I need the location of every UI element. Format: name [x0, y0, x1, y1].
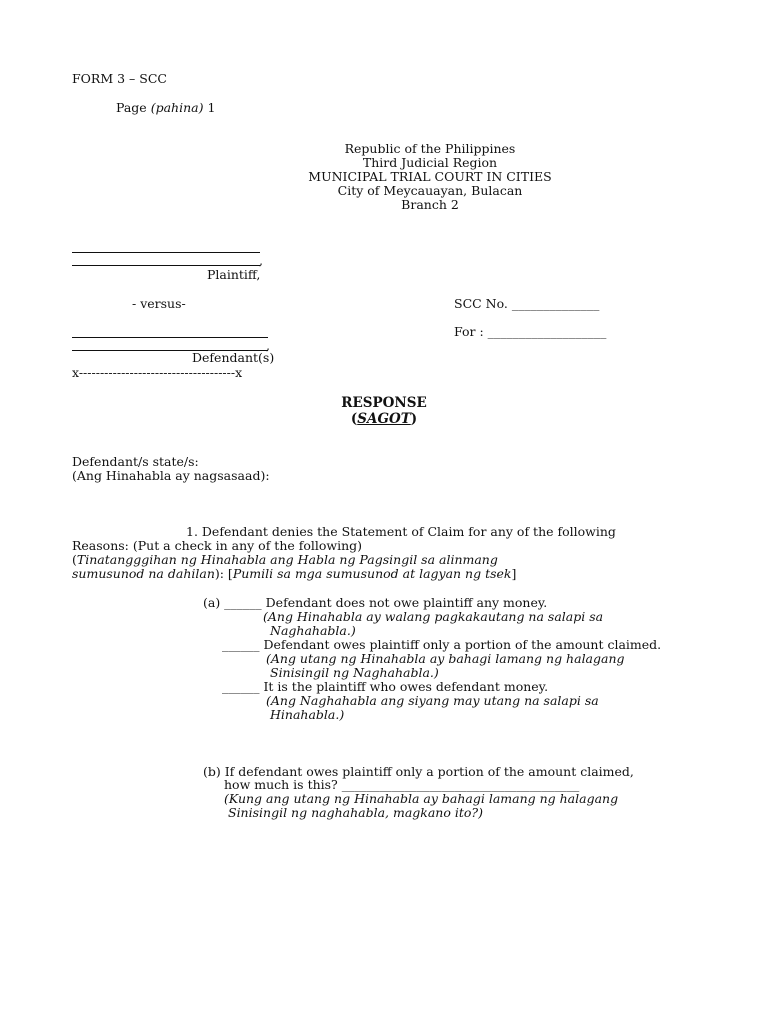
page-prefix: Page	[116, 100, 147, 115]
caption-separator: x-------------------------------------x	[72, 365, 243, 380]
plaintiff-label: Plaintiff,	[207, 267, 261, 282]
plaintiff-name-line-1	[72, 252, 260, 253]
court-line-4: City of Meycauayan, Bulacan	[337, 183, 523, 198]
option-a[interactable]: (a) ______ Defendant does not owe plaintiff any money.	[203, 595, 548, 610]
option-a2-translation-2: Sinisingil ng Naghahabla.)	[270, 665, 439, 680]
page-italic: (pahina)	[150, 100, 204, 115]
item-b-translation-2: Sinisingil ng naghahabla, magkano ito?)	[228, 805, 483, 820]
item-b-line-2[interactable]: how much is this? ______________________________________	[224, 777, 580, 792]
subtitle-open: (	[350, 411, 358, 427]
item-b-translation-1: (Kung ang utang ng Hinahabla ay bahagi lamang ng halagang	[224, 791, 619, 806]
option-a3[interactable]: ______ It is the plaintiff who owes defendant money.	[222, 679, 549, 694]
plaintiff-name-line-2	[72, 265, 260, 266]
item1-line-1: 1. Defendant denies the Statement of Claim for any of the following	[186, 524, 616, 539]
document-title: RESPONSE	[341, 395, 427, 411]
option-a3-translation-1: (Ang Naghahabla ang siyang may utang na salapi sa	[266, 693, 599, 708]
option-a2-translation-1: (Ang utang ng Hinahabla ay bahagi lamang ng halagang	[266, 651, 625, 666]
court-line-5: Branch 2	[401, 197, 459, 212]
item1-tagalog-2: sumusunod na dahilan	[72, 566, 215, 581]
page-indicator	[116, 101, 215, 115]
page-number: 1	[207, 100, 216, 115]
document-subtitle	[284, 412, 484, 426]
item1-line-3	[72, 553, 498, 567]
item1-line-4	[72, 567, 516, 581]
court-line-1: Republic of the Philippines	[344, 141, 516, 156]
court-line-2: Third Judicial Region	[362, 155, 498, 170]
comma-2: ,	[266, 338, 270, 353]
item1-tagalog-1: Tinatangggihan ng Hinahabla ang Habla ng Pagsingil sa alinmang	[76, 552, 498, 567]
intro-line-1: Defendant/s state/s:	[72, 454, 199, 469]
intro-line-2: (Ang Hinahabla ay nagsasaad):	[72, 468, 270, 483]
option-a3-translation-2: Hinahabla.)	[270, 707, 345, 722]
item1-mid: ): [	[214, 566, 233, 581]
item1-line-2: Reasons: (Put a check in any of the following)	[72, 538, 363, 553]
defendant-label: Defendant(s)	[192, 350, 275, 365]
item-b-line-1: (b) If defendant owes plaintiff only a portion of the amount claimed,	[203, 764, 634, 779]
court-line-3: MUNICIPAL TRIAL COURT IN CITIES	[308, 169, 552, 184]
comma: ,	[259, 253, 263, 268]
item1-open-paren: (	[72, 552, 77, 567]
subtitle-close: )	[410, 411, 418, 427]
option-a-translation-1: (Ang Hinahabla ay walang pagkakautang na salapi sa	[263, 609, 604, 624]
defendant-name-line-1	[72, 337, 268, 338]
option-a-translation-2: Naghahabla.)	[270, 623, 356, 638]
scc-number-field: SCC No. ______________	[454, 296, 600, 311]
option-a2[interactable]: ______ Defendant owes plaintiff only a portion of the amount claimed.	[222, 637, 662, 652]
form-number: FORM 3 – SCC	[72, 71, 167, 86]
versus-label: - versus-	[132, 296, 186, 311]
subtitle-text: SAGOT	[357, 411, 411, 427]
item1-close: ]	[511, 566, 517, 581]
item1-tagalog-3: Pumili sa mga sumusunod at lagyan ng tsek	[232, 566, 512, 581]
for-field: For : ___________________	[454, 324, 607, 339]
